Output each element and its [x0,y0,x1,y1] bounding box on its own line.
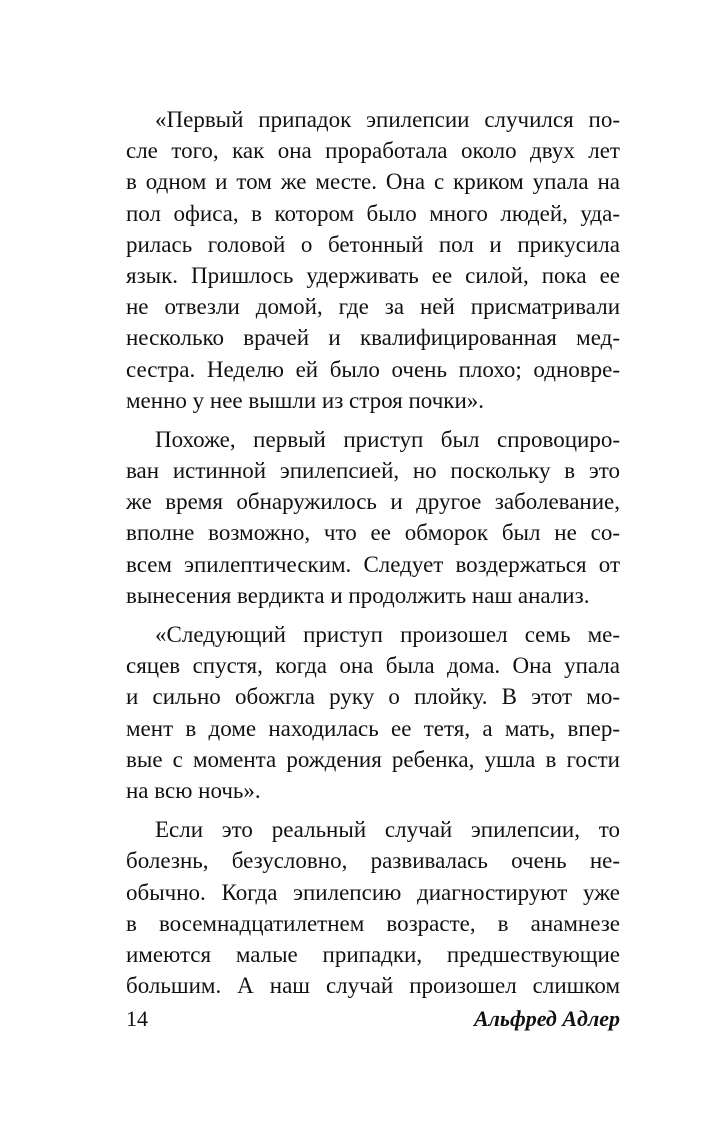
paragraph-1 [126,104,620,416]
paragraph-4 [126,814,620,1001]
text-line: «Следующий приступ произошел семь ме- [155,622,620,647]
text-line: Если это реальный случай эпилепсии, то [155,817,620,843]
page-number: 14 [126,1006,148,1031]
text-line: вые с момента рождения ребенка, ушла в гости [126,746,620,772]
text-line: обычно. Когда эпилепсию диагностируют уже [126,879,620,905]
text-line: сестра. Неделю ей было очень плохо; одновре- [126,356,620,382]
text-line: несколько врачей и квалифицированная мед- [126,325,620,351]
text-line: вынесения вердикта и продолжить наш анализ. [126,582,590,608]
text-line: мент в доме находилась ее тетя, а мать, впер- [126,715,620,741]
text-line: рилась головой о бетонный пол и прикусила [126,231,620,257]
page-body [126,104,620,1001]
page-footer [126,1006,620,1036]
text-line: Похоже, первый приступ был спровоциро- [155,426,620,452]
text-line: язык. Пришлось удерживать ее силой, пока ее [126,262,620,288]
text-line: пол офиса, в котором было много людей, уда- [126,200,620,226]
paragraph-gap [126,806,620,814]
text-line: же время обнаружилось и другое заболевание, [126,489,620,515]
text-line: имеются малые припадки, предшествующие [126,941,620,967]
text-line: не отвезли домой, где за ней присматривали [126,294,620,320]
paragraph-gap [126,416,620,424]
running-author: Альфред Адлер [473,1006,620,1031]
text-line: на всю ночь». [126,777,261,803]
text-line: ван истинной эпилепсией, но поскольку в это [126,458,620,484]
text-line: большим. А наш случай произошел слишком [126,973,620,999]
text-line: сяцев спустя, когда она была дома. Она упала [126,653,620,679]
text-line: и сильно обожгла руку о плойку. В этот мо- [126,684,620,710]
text-line: «Первый припадок эпилепсии случился по- [155,107,620,132]
paragraph-gap [126,611,620,619]
text-line: сле того, как она проработала около двух лет [126,138,620,164]
text-line: в одном и том же месте. Она с криком упала на [126,169,620,195]
text-line: вполне возможно, что ее обморок был не со- [126,520,620,546]
text-line: менно у нее вышли из строя почки». [126,387,485,413]
text-line: болезнь, безусловно, развивалась очень не- [126,848,620,874]
paragraph-2 [126,424,620,611]
text-line: в восемнадцатилетнем возрасте, в анамнезе [126,910,620,936]
text-line: всем эпилептическим. Следует воздержаться от [126,551,620,577]
paragraph-3 [126,619,620,806]
